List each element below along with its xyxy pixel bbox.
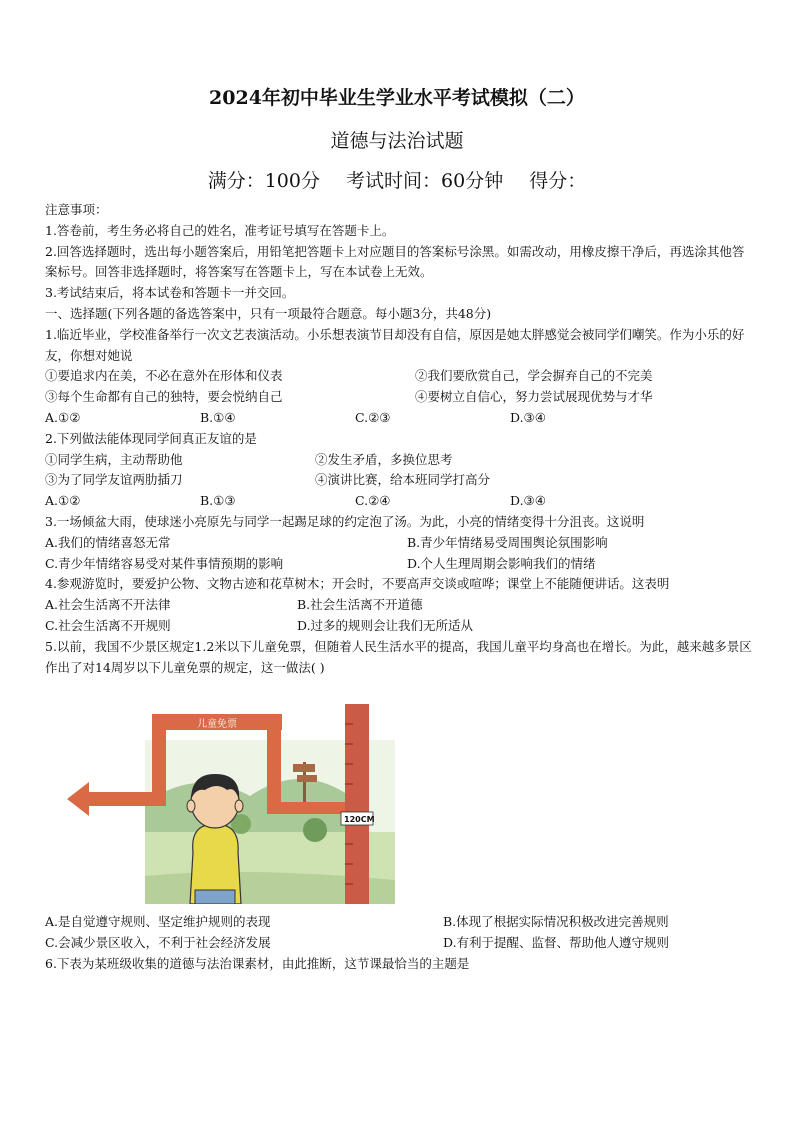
q2-statement-2: ②发生矛盾，多换位思考 [315,451,453,467]
boy-ear-left [187,800,195,812]
q4-stem: 4.参观游览时，要爱护公物、文物古迹和花草树木；开会时，不要高声交谈或喧哗；课堂上不能随便讲话。这表明 [45,576,670,592]
q1-statements-row1 [45,366,755,387]
q3-option-c: C.青少年情绪容易受对某件事情预期的影响 [45,555,284,571]
q5-options-row1 [45,912,755,933]
score-blank: 得分： [529,170,587,192]
frame-sign-text: 儿童免票 [197,719,237,731]
q2-option-d: D.③④ [510,493,546,509]
arrow-shaft [85,792,166,806]
section-heading: 一、选择题(下列各题的备选答案中，只有一项最符合题意。每小题3分，共48分) [45,305,492,321]
boy-shorts [195,890,235,904]
q5-option-a: A.是自觉遵守规则、坚定维护规则的表现 [45,914,271,930]
tree-3 [303,818,327,842]
q1-stem: 1.临近毕业，学校准备举行一次文艺表演活动。小乐想表演节目却没有自信，原因是她太胖感觉会被同学们嘲笑。作为小乐的好友，你想对她说 [45,326,745,363]
q3-option-d: D.个人生理周期会影响我们的情绪 [407,555,596,571]
exam-time: 考试时间：60分钟 [346,170,504,192]
q3-options-row1 [45,533,755,554]
q4-option-d: D.过多的规则会让我们无所适从 [297,617,474,633]
q2-statements-row2 [45,470,755,491]
height-pole [345,704,369,904]
q4-option-c: C.社会生活离不开规则 [45,617,171,633]
signpost-board-2 [297,775,317,782]
q2-option-c: C.②④ [355,493,391,509]
boy-ear-right [235,800,243,812]
notice-item-2: 2.回答选择题时，选出每小题答案后，用铅笔把答题卡上对应题目的答案标号涂黑。如需改动，用橡皮擦干净后，再选涂其他答案标号。回答非选择题时，将答案写在答题卡上，写在本试卷上无效。 [45,243,745,280]
q1-statements-row2 [45,387,755,408]
q1-statement-3: ③每个生命都有自己的独特，要会悦纳自己 [45,389,283,405]
height-label-text: 120CM [344,815,375,825]
q5-option-b: B.体现了根据实际情况积极改进完善规则 [443,914,669,930]
q5-option-c: C.会减少景区收入，不利于社会经济发展 [45,935,271,951]
q3-stem: 3.一场倾盆大雨，使球迷小亮原先与同学一起踢足球的约定泡了汤。为此，小亮的情绪变得十分沮丧。这说明 [45,513,645,529]
q3-option-a: A.我们的情绪喜怒无常 [45,534,171,550]
q2-options [45,491,755,512]
q3-option-b: B.青少年情绪易受周围舆论氛围影响 [407,534,608,550]
q1-statement-2: ②我们要欣赏自己，学会摒弃自己的不完美 [415,368,653,384]
frame-right-post [267,714,281,814]
q2-statement-4: ④演讲比赛，给本班同学打高分 [315,472,491,488]
q1-option-d: D.③④ [510,409,546,425]
arrow-head [67,782,89,816]
q2-statement-1: ①同学生病，主动帮助他 [45,451,183,467]
subject-title: 道德与法治试题 [330,130,464,152]
exam-body [45,200,755,975]
notice-item-3: 3.考试结束后，将本试卷和答题卡一并交回。 [45,285,295,301]
exam-title: 2024年初中毕业生学业水平考试模拟（二） [209,87,585,109]
q1-option-b: B.①④ [200,409,236,425]
q4-option-b: B.社会生活离不开道德 [297,597,423,613]
score-total: 满分：100分 [207,170,320,192]
notice-heading: 注意事项： [45,202,108,217]
q1-options [45,408,755,429]
q2-stem: 2.下列做法能体现同学间真正友谊的是 [45,430,257,446]
q2-statements-row1 [45,450,755,471]
frame-right-arm [267,802,347,814]
q1-statement-1: ①要追求内在美，不必在意外在形体和仪表 [45,368,283,384]
exam-info [0,166,794,193]
q5-illustration [45,704,397,904]
notice-item-1: 1.答卷前，考生务必将自己的姓名，准考证号填写在答题卡上。 [45,222,395,238]
signpost-board-1 [293,764,315,772]
q5-options-row2 [45,933,755,954]
q1-statement-4: ④要树立自信心，努力尝试展现优势与才华 [415,389,653,405]
q2-option-a: A.①② [45,493,81,509]
q3-options-row2 [45,554,755,575]
q5-stem: 5.以前，我国不少景区规定1.2米以下儿童免票，但随着人民生活水平的提高，我国儿童平均身高也在增长。为此，越来越多景区作出了对14周岁以下儿童免票的规定，这一做法( ) [45,638,752,675]
q2-option-b: B.①③ [200,493,236,509]
q2-statement-3: ③为了同学友谊两肋插刀 [45,472,183,488]
q4-options-row1 [45,595,755,616]
q5-option-d: D.有利于提醒、监督、帮助他人遵守规则 [443,935,670,951]
q4-option-a: A.社会生活离不开法律 [45,597,171,613]
q1-option-c: C.②③ [355,409,391,425]
q1-option-a: A.①② [45,409,81,425]
q6-stem: 6.下表为某班级收集的道德与法治课素材，由此推断，这节课最恰当的主题是 [45,955,470,971]
q4-options-row2 [45,616,755,637]
